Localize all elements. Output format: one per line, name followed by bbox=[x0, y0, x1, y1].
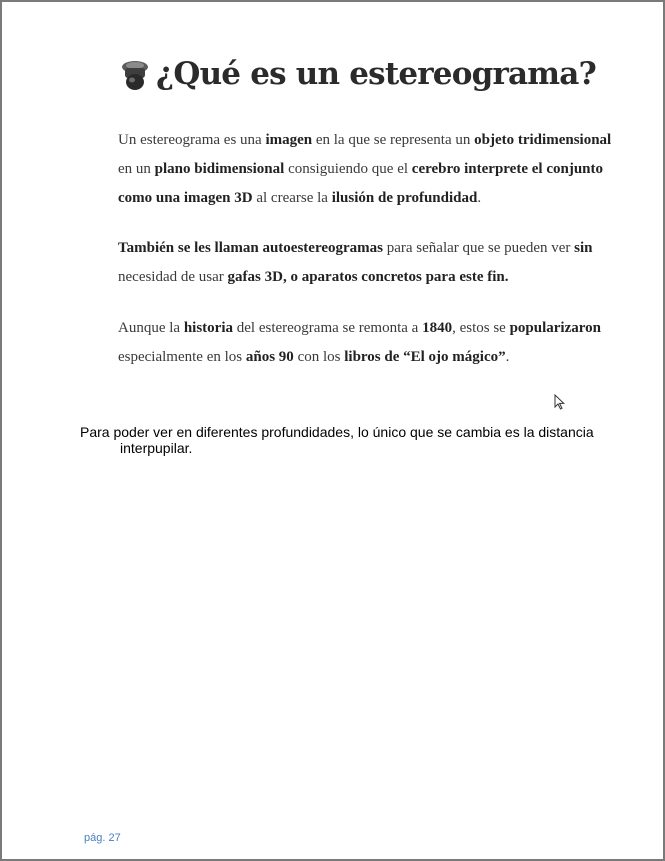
text-run: necesidad de usar bbox=[118, 269, 228, 285]
bold-text: imagen bbox=[265, 132, 313, 148]
text-run: . bbox=[477, 190, 482, 206]
bold-text: gafas 3D, o aparatos concretos para este fin. bbox=[227, 269, 509, 285]
text-run: Aunque la bbox=[118, 320, 184, 336]
bold-text: ilusión de profundidad bbox=[331, 190, 478, 206]
interpupillary-note bbox=[80, 424, 600, 456]
bold-text: popularizaron bbox=[509, 320, 601, 336]
text-run: del estereograma se remonta a bbox=[233, 320, 423, 336]
bold-text: libros de “El ojo mágico” bbox=[344, 349, 506, 365]
paragraph-autostereograms bbox=[118, 234, 618, 292]
bold-text: años 90 bbox=[245, 349, 294, 365]
bold-text: sin bbox=[574, 240, 593, 256]
mouse-pointer-icon bbox=[554, 394, 565, 410]
text-run: para señalar que se pueden ver bbox=[382, 240, 575, 256]
text-run: especialmente en los bbox=[118, 349, 246, 365]
text-run: , estos se bbox=[452, 320, 510, 336]
stereoscope-icon bbox=[118, 58, 152, 92]
text-run: al crearse la bbox=[252, 190, 332, 206]
text-run: . bbox=[505, 349, 510, 365]
bold-text: También se les llaman autoestereogramas bbox=[118, 240, 383, 256]
text-run: en la que se representa un bbox=[312, 132, 475, 148]
bold-text: cerebro interprete el conjunto como una imagen 3D bbox=[118, 161, 603, 206]
text-run: en un bbox=[118, 161, 155, 177]
text-run: con los bbox=[293, 349, 345, 365]
paragraph-definition bbox=[118, 126, 618, 213]
text-run: Un estereograma es una bbox=[118, 132, 266, 148]
text-run: consiguiendo que el bbox=[284, 161, 412, 177]
bold-text: objeto tridimensional bbox=[474, 132, 612, 148]
note-line-2: interpupilar. bbox=[120, 440, 193, 456]
bold-text: historia bbox=[183, 320, 233, 336]
bold-text: plano bidimensional bbox=[154, 161, 285, 177]
paragraph-history bbox=[118, 314, 618, 372]
page-number: pág. 27 bbox=[84, 832, 121, 844]
bold-text: 1840 bbox=[422, 320, 453, 336]
note-line-1: Para poder ver en diferentes profundidades, lo único que se cambia es la distancia bbox=[80, 424, 594, 440]
page-title: ¿Qué es un estereograma? bbox=[156, 56, 596, 92]
